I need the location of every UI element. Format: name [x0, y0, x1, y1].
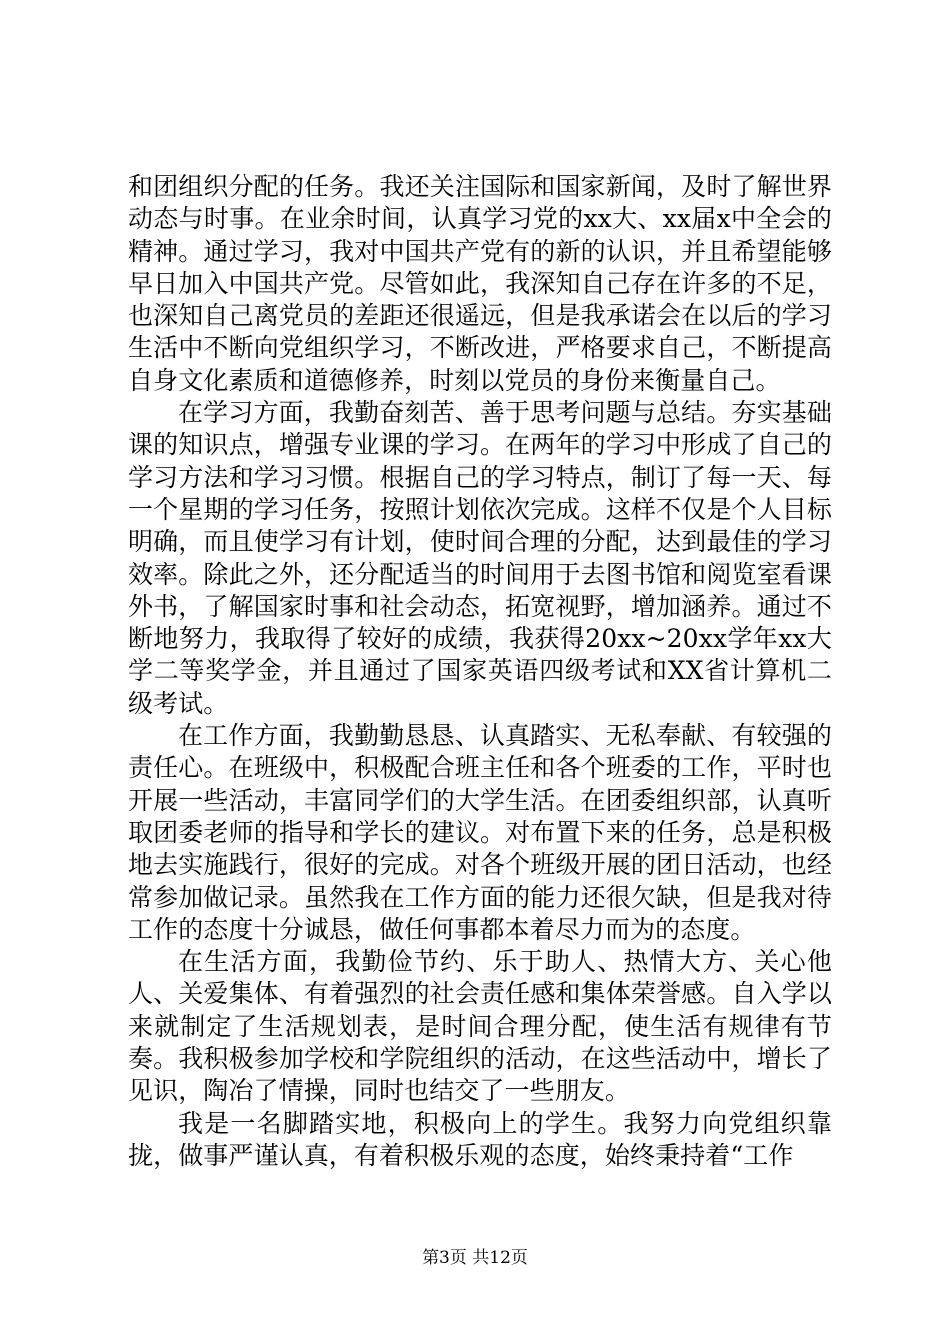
paragraph-work: 在工作方面，我勤勤恳恳、认真踏实、无私奉献、有较强的责任心。在班级中，积极配合班主任和各个班委的工作，平时也开展一些活动，丰富同学们的大学生活。在团委组织部，认真听取团委老师的指导和学长的建议。对布置下来的任务，总是积极地去实施践行，很好的完成。对各个班级开展的团日活动，也经常参加做记录。虽然我在工作方面的能力还很欠缺，但是我对待工作的态度十分诚恳，做任何事都本着尽力而为的态度。 — [128, 721, 832, 944]
paragraph-study: 在学习方面，我勤奋刻苦、善于思考问题与总结。夯实基础课的知识点，增强专业课的学习。在两年的学习中形成了自己的学习方法和学习习惯。根据自己的学习特点，制订了每一天、每一个星期的学习任务，按照计划依次完成。这样不仅是个人目标明确，而且使学习有计划，使时间合理的分配，达到最佳的学习效率。除此之外，还分配适当的时间用于去图书馆和阅览室看课外书，了解国家时事和社会动态，拓宽视野，增加涵养。通过不断地努力，我取得了较好的成绩，我获得20xx~20xx学年xx大学二等奖学金，并且通过了国家英语四级考试和XX省计算机二级考试。 — [128, 398, 832, 718]
page-number-footer: 第3页 共12页 — [422, 1248, 528, 1268]
paragraph-party-learning: 和团组织分配的任务。我还关注国际和国家新闻，及时了解世界动态与时事。在业余时间，认真学习党的xx大、xx届x中全会的精神。通过学习，我对中国共产党有的新的认识，并且希望能够早日加入中国共产党。尽管如此，我深知自己存在许多的不足，也深知自己离党员的差距还很遥远，但是我承诺会在以后的学习生活中不断向党组织学习，不断改进，严格要求自己，不断提高自身文化素质和道德修养，时刻以党员的身份来衡量自己。 — [128, 172, 832, 395]
paragraph-life: 在生活方面，我勤俭节约、乐于助人、热情大方、关心他人、关爱集体、有着强烈的社会责任感和集体荣誉感。自入学以来就制定了生活规划表，是时间合理分配，使生活有规律有节奏。我积极参加学校和学院组织的活动，在这些活动中，增长了见识，陶冶了情操，同时也结交了一些朋友。 — [128, 947, 832, 1106]
document-body — [128, 171, 832, 1172]
paragraph-summary: 我是一名脚踏实地，积极向上的学生。我努力向党组织靠拢，做事严谨认真，有着积极乐观的态度，始终秉持着“工作 — [128, 1108, 832, 1170]
